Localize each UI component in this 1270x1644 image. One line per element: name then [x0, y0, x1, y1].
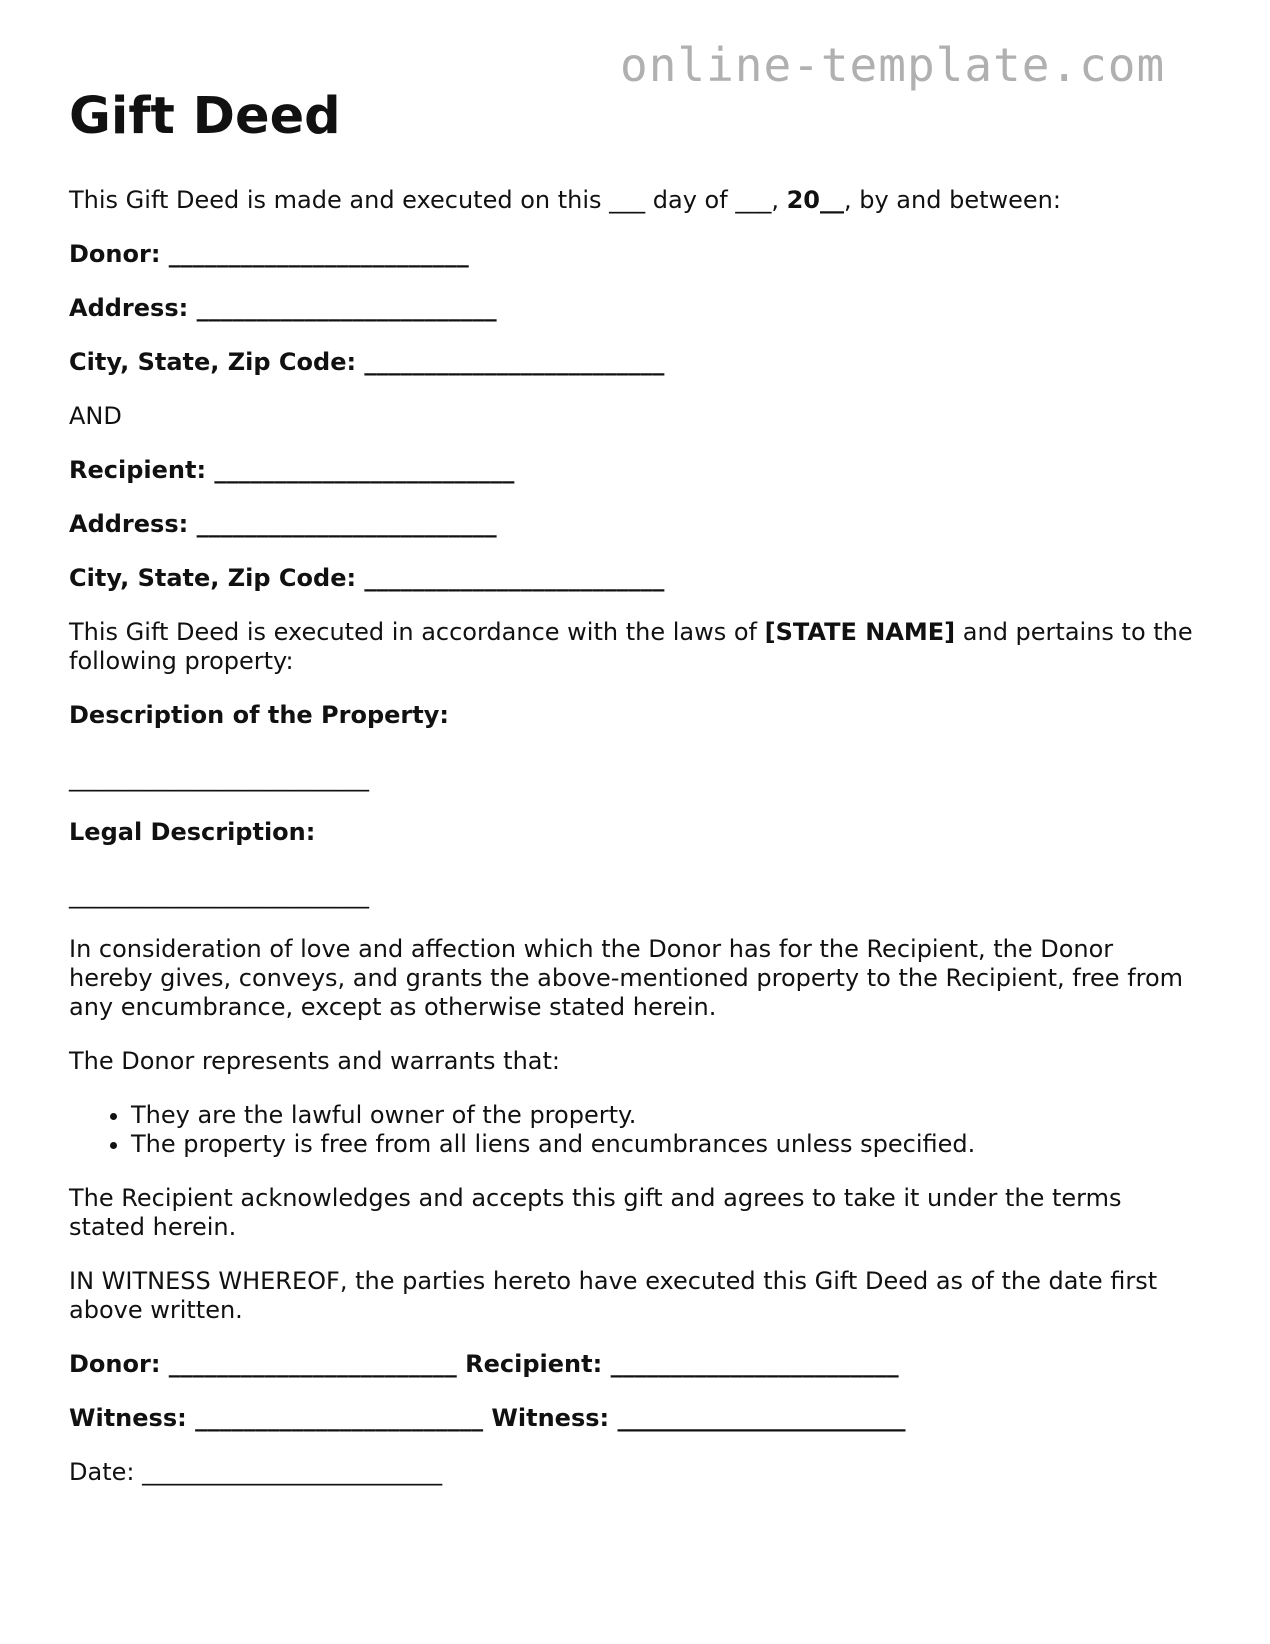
intro-text-1: This Gift Deed is made and executed on this — [69, 186, 610, 214]
donor-signature-field[interactable]: ________________________ — [168, 1350, 457, 1378]
recipient-city-row — [69, 564, 1199, 593]
acceptance-paragraph: The Recipient acknowledges and accepts this gift and agrees to take it under the terms stated herein. — [69, 1184, 1122, 1241]
donor-name-field[interactable]: _________________________ — [168, 240, 469, 268]
donor-address-row — [69, 294, 1199, 323]
year-blank[interactable]: 20__ — [786, 186, 844, 214]
date-label: Date: — [69, 1458, 135, 1486]
property-description-label: Description of the Property: — [69, 701, 449, 729]
recipient-city-field[interactable]: _________________________ — [364, 564, 665, 592]
list-item: • The property is free from all liens and encumbrances unless specified. — [131, 1130, 1199, 1159]
recipient-name-label: Recipient: — [69, 456, 207, 484]
list-item: • They are the lawful owner of the property. — [131, 1101, 1199, 1130]
gift-deed-document — [69, 86, 1199, 1512]
intro-text-4: , by and between: — [843, 186, 1061, 214]
laws-text-2: and pertains to the following property: — [69, 618, 1193, 675]
donor-name-label: Donor: — [69, 240, 161, 268]
warranties-list — [69, 1101, 1199, 1159]
date-field[interactable]: _________________________ — [142, 1458, 443, 1486]
donor-city-label: City, State, Zip Code: — [69, 348, 357, 376]
consideration-paragraph: In consideration of love and affection which the Donor has for the Recipient, the Donor hereby gives, conveys, and grants the above-mentioned property to the Recipient, free from any encumbrance, except as otherwise stated herein. — [69, 935, 1184, 1021]
intro-line — [69, 186, 1199, 215]
laws-text-1: This Gift Deed is executed in accordance with the laws of — [69, 618, 765, 646]
governing-law-paragraph — [69, 618, 1199, 676]
donor-city-field[interactable]: _________________________ — [364, 348, 665, 376]
signature-row-parties — [69, 1350, 1199, 1379]
recipient-signature-label: Recipient: — [465, 1350, 603, 1378]
donor-address-label: Address: — [69, 294, 189, 322]
intro-text-2: day of — [645, 186, 736, 214]
donor-address-field[interactable]: _________________________ — [196, 294, 497, 322]
donor-name-row — [69, 240, 1199, 269]
recipient-address-row — [69, 510, 1199, 539]
watermark: online-template.com — [620, 38, 1166, 92]
legal-description-label: Legal Description: — [69, 818, 316, 846]
and-separator: AND — [69, 402, 122, 430]
donor-signature-label: Donor: — [69, 1350, 161, 1378]
page-title: Gift Deed — [69, 87, 341, 146]
signature-row-witnesses — [69, 1404, 1199, 1433]
recipient-name-field[interactable]: _________________________ — [214, 456, 515, 484]
witness-whereof-paragraph: IN WITNESS WHEREOF, the parties hereto have executed this Gift Deed as of the date first above written. — [69, 1267, 1158, 1324]
day-blank[interactable]: ___ — [609, 186, 646, 214]
state-name-placeholder[interactable]: [STATE NAME] — [764, 618, 956, 646]
recipient-city-label: City, State, Zip Code: — [69, 564, 357, 592]
recipient-address-label: Address: — [69, 510, 189, 538]
warrants-intro: The Donor represents and warrants that: — [69, 1047, 561, 1075]
recipient-signature-field[interactable]: ________________________ — [610, 1350, 899, 1378]
witness1-signature-field[interactable]: ________________________ — [195, 1404, 484, 1432]
witness1-signature-label: Witness: — [69, 1404, 187, 1432]
witness2-signature-label: Witness: — [491, 1404, 610, 1432]
month-blank[interactable]: ___ — [735, 186, 772, 214]
intro-text-3: , — [771, 186, 787, 214]
legal-description-field[interactable]: _________________________ — [69, 881, 369, 909]
property-description-field[interactable]: _________________________ — [69, 764, 369, 792]
recipient-address-field[interactable]: _________________________ — [196, 510, 497, 538]
donor-city-row — [69, 348, 1199, 377]
recipient-name-row — [69, 456, 1199, 485]
witness2-signature-field[interactable]: ________________________ — [617, 1404, 906, 1432]
date-row — [69, 1458, 1199, 1487]
